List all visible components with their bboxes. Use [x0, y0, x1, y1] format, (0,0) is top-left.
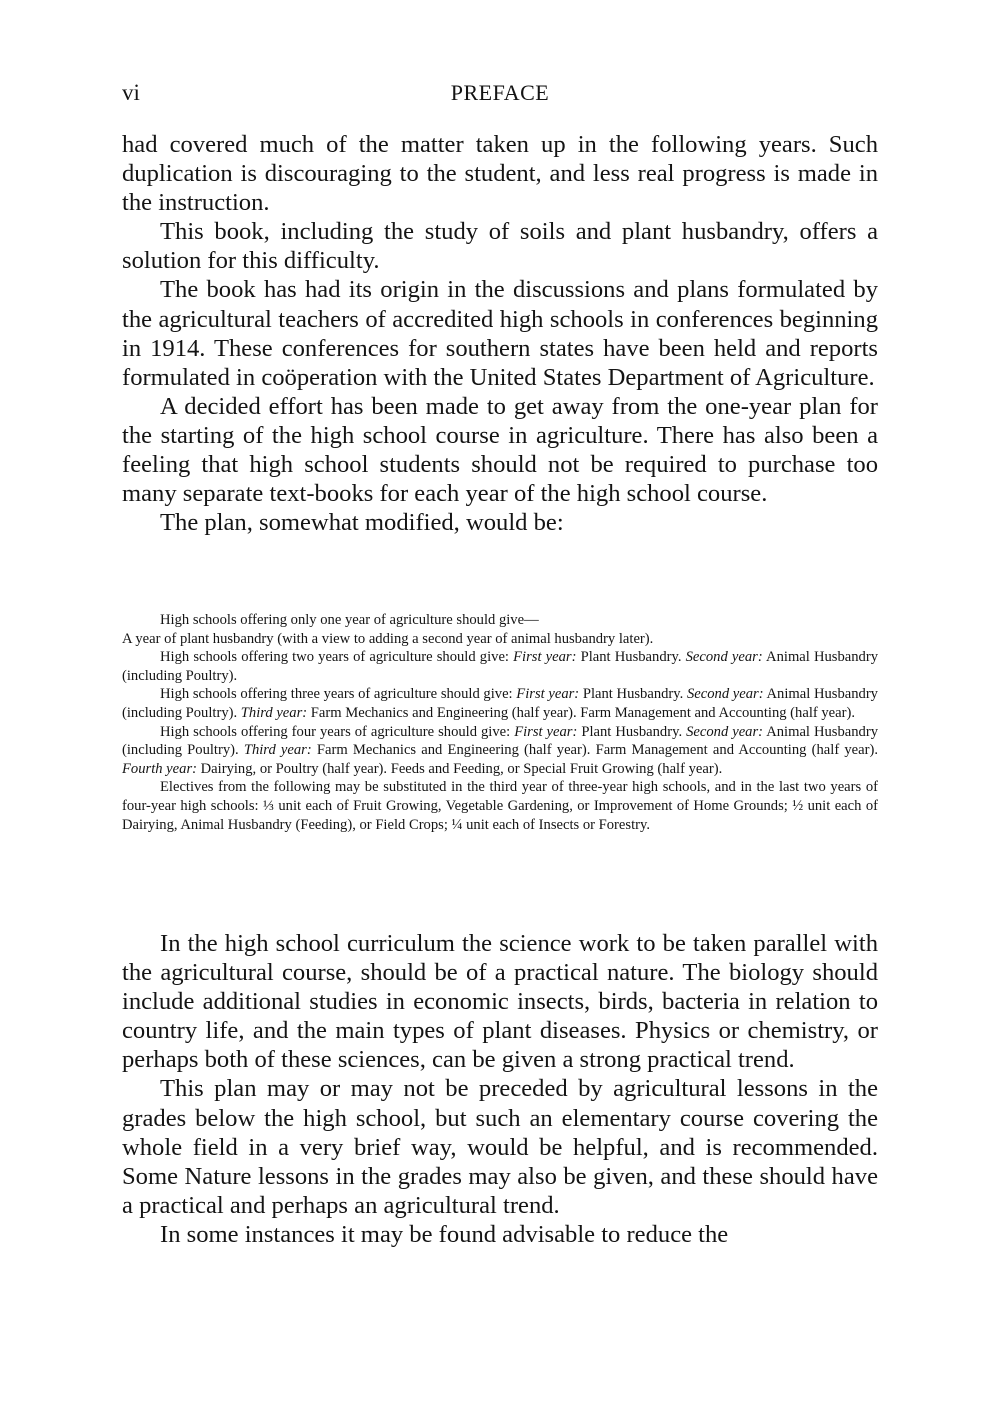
year-label: Second year: — [686, 686, 764, 703]
text-block-top — [122, 130, 878, 537]
year-course: Plant Husbandry. — [582, 686, 684, 703]
paragraph: The plan, somewhat modified, would be: — [160, 509, 564, 537]
year-label: First year: — [516, 686, 580, 703]
year-course: Animal Husbandry (including Poultry). — [122, 649, 879, 684]
year-course: Animal Husbandry (including Poultry). — [122, 723, 879, 759]
year-label: First year: — [513, 649, 577, 666]
paragraph: The book has had its origin in the discussions and plans formulated by the agricultural teachers of accredited high schools in conferences beginning in 1914. These conferences for southern states have been held and reports formulated in coöperation with the United States Department of Agriculture. — [122, 276, 878, 391]
plan-electives: Electives from the following may be substituted in the third year of three-year high schools, and in the last two years of four-year high schools: ⅓ unit each of Fruit Growing, Vegetable Gardening, or Improvement of Home Grounds; ½ unit each of Dairying, Animal Husbandry (Feeding), or Field Crops; ¼ unit each of Insects or Forestry. — [122, 779, 878, 833]
year-course: Farm Mechanics and Engineering (half year). Farm Management and Accounting (half year). — [310, 704, 856, 721]
year-course: Plant Husbandry. — [580, 649, 682, 666]
year-label: Fourth year: — [122, 760, 197, 777]
year-course: Plant Husbandry. — [581, 723, 683, 740]
page-number: vi — [122, 80, 140, 105]
plan-one-year-detail: A year of plant husbandry (with a view to adding a second year of animal husbandry later). — [122, 630, 654, 647]
year-label: Third year: — [243, 742, 312, 759]
page-header — [122, 80, 878, 108]
plan-intro: High schools offering four years of agriculture should give: — [160, 723, 511, 740]
paragraph: This book, including the study of soils and plant husbandry, offers a solution for this difficulty. — [122, 218, 878, 275]
running-head: PREFACE — [450, 80, 550, 105]
year-course: Dairying, or Poultry (half year). Feeds and Feeding, or Special Fruit Growing (half year). — [200, 760, 723, 777]
year-label: Second year: — [685, 649, 763, 666]
plan-three-years — [122, 685, 878, 722]
plan-one-year — [122, 611, 878, 648]
year-label: First year: — [514, 723, 578, 740]
plan-intro: High schools offering three years of agriculture should give: — [160, 686, 513, 703]
plan-one-year-intro: High schools offering only one year of agriculture should give— — [160, 612, 539, 628]
text-block-bottom — [122, 929, 878, 1249]
paragraph: In the high school curriculum the science work to be taken parallel with the agricultural course, should be of a practical nature. The biology should include additional studies in economic insects, birds, bacteria in relation to country life, and the main types of plant diseases. Physics or chemistry, or perhaps both of these sciences, can be given a strong practical trend. — [122, 930, 878, 1074]
year-course: Animal Husbandry (including Poultry). — [122, 686, 878, 721]
paragraph-continued: had covered much of the matter taken up in the following years. Such duplication is discouraging to the student, and less real progress is made in the instruction. — [122, 131, 878, 217]
paragraph: In some instances it may be found advisable to reduce the — [160, 1220, 729, 1248]
paragraph: This plan may or may not be preceded by agricultural lessons in the grades below the high school, but such an elementary course covering the whole field in a very brief way, would be helpful, and is recommended. Some Nature lessons in the grades may also be given, and these should have a practical and perhaps an agricultural trend. — [122, 1075, 878, 1219]
paragraph: A decided effort has been made to get away from the one-year plan for the starting of the high school course in agriculture. There has also been a feeling that high school students should not be required to purchase too many separate text-books for each year of the high school course. — [122, 392, 878, 508]
plan-four-years — [122, 723, 878, 779]
plan-two-years — [122, 648, 878, 685]
year-label: Second year: — [686, 723, 764, 740]
year-course: Farm Mechanics and Engineering (half year). Farm Management and Accounting (half year). — [316, 742, 878, 759]
plan-intro: High schools offering two years of agriculture should give: — [160, 649, 509, 666]
plan-block — [122, 611, 878, 834]
year-label: Third year: — [240, 704, 308, 721]
